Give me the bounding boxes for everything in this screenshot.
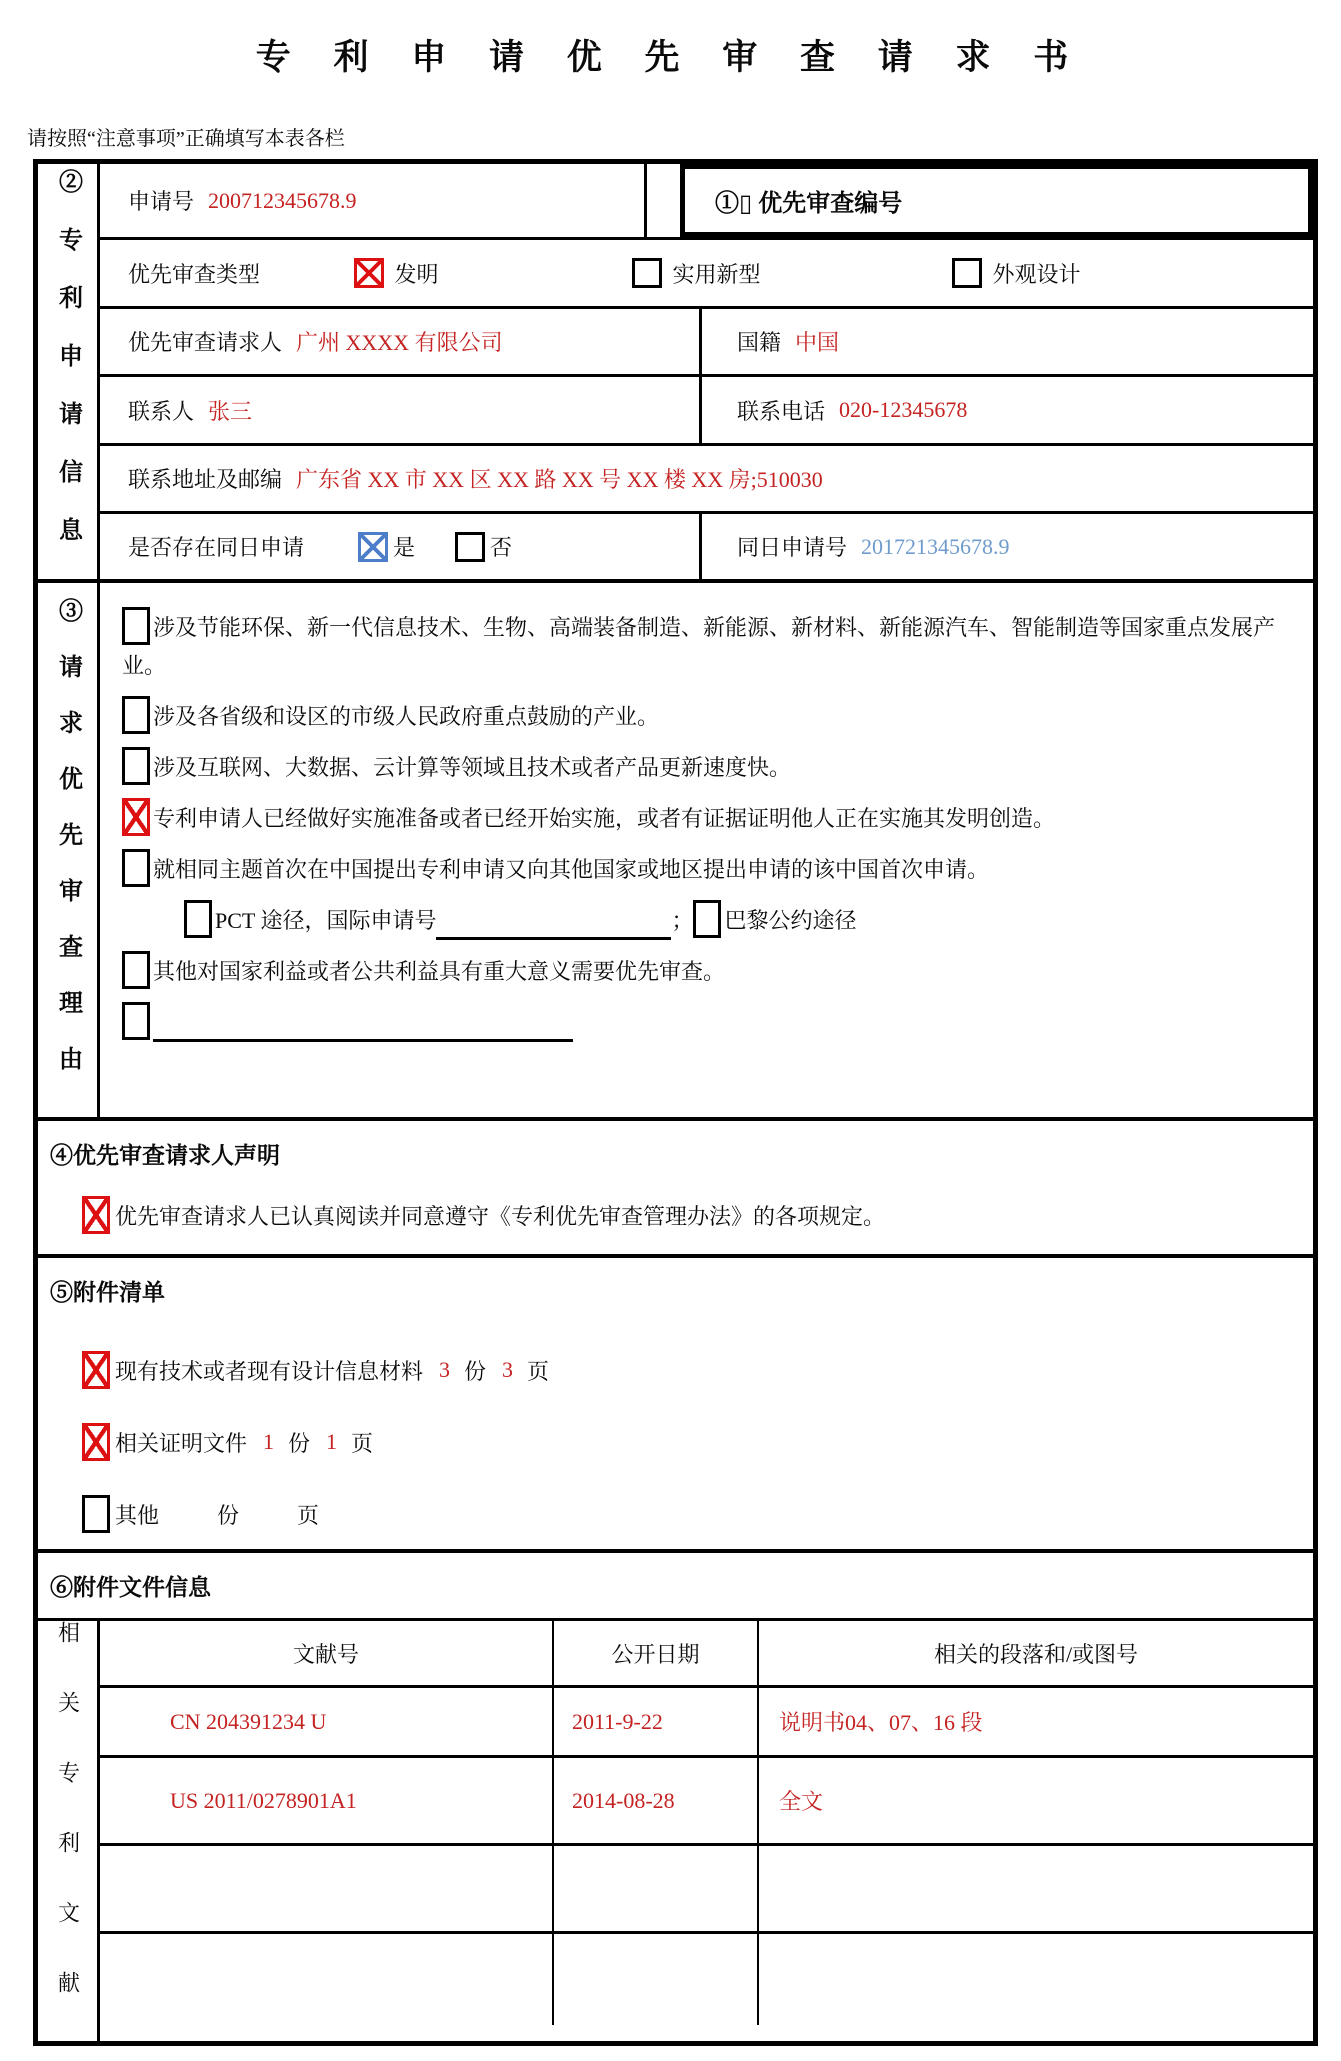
section-attachment-list [38,1254,1313,1549]
section-application-info [38,164,1313,579]
table-row [100,1685,1313,1755]
reason-item-pct-paris [184,900,1289,940]
prior-art-copies-value: 3 [439,1357,451,1382]
reason-text-internet-bigdata: 涉及互联网、大数据、云计算等领域且技术或者产品更新速度快。 [153,755,792,780]
reason-checkbox-first-filing-china[interactable] [122,849,150,887]
form-note: 请按照“注意事项”正确填写本表各栏 [27,128,345,150]
doc-number-cell: CN 204391234 U [100,1688,554,1755]
patent-form [33,159,1318,2046]
certificates-copies-unit: 份 [288,1430,311,1456]
table-row [100,1843,1313,1931]
reason-text-provincial-industries: 涉及各省级和设区的市级人民政府重点鼓励的产业。 [153,704,660,729]
address-value: 广东省 XX 市 XX 区 XX 路 XX 号 XX 楼 XX 房;510030 [296,467,823,492]
priority-exam-number-label: ①▯ 优先审查编号 [715,191,903,217]
section3-reason-list [100,583,1313,1117]
section3-side-label-column [38,583,100,1117]
other-attachment-pages-unit: 页 [297,1502,320,1528]
reason-item-implementation-ready [122,798,1289,838]
related-patent-header-row [100,1621,1313,1685]
reason-blank-line[interactable] [153,1013,573,1042]
other-attachment-checkbox[interactable] [82,1495,110,1533]
requester-value: 广州 XXXX 有限公司 [296,330,503,355]
same-day-number-value: 201721345678.9 [861,533,1010,559]
prior-art-pages-unit: 页 [527,1358,550,1384]
contact-cell [100,377,702,443]
prior-art-copies-unit: 份 [464,1358,487,1384]
same-day-number-cell [702,514,1313,579]
passages-cell [759,1934,1313,2025]
declaration-title: ④优先审查请求人声明 [50,1143,280,1168]
address-cell [100,446,1313,511]
attachment-item-certificates [82,1423,1313,1461]
section2-side-label-column [38,164,100,579]
exam-type-option-utility-model [632,258,952,289]
reason-text-key-industries: 涉及节能环保、新一代信息技术、生物、高端装备制造、新能源、新材料、新能源汽车、智能制造等国家重点发展产业。 [122,615,1276,678]
reason-text-other-national-interest: 其他对国家利益或者公共利益具有重大意义需要优先审查。 [153,959,726,984]
reason-item-provincial-industries [122,696,1289,736]
certificates-pages-unit: 页 [351,1430,374,1456]
section6-side-label: 相关专利文献 [55,1621,81,2041]
contact-value: 张三 [208,398,253,424]
same-day-no-label: 否 [490,535,513,560]
table-row [100,1931,1313,2025]
attachment-info-title: ⑥附件文件信息 [50,1575,211,1600]
certificates-pages-value: 1 [326,1429,338,1454]
passages-column-header: 相关的段落和/或图号 [933,1641,1139,1667]
prior-art-checkbox[interactable] [82,1351,110,1389]
same-day-label: 是否存在同日申请 [128,535,305,560]
application-number-value: 200712345678.9 [208,187,357,213]
passages-cell: 全文 [779,1789,824,1814]
application-number-label: 申请号 [128,189,195,214]
reason-checkbox-blank[interactable] [122,1002,150,1040]
exam-type-option-design [952,258,1081,289]
certificates-label: 相关证明文件 [115,1430,248,1456]
passages-cell: 说明书04、07、16 段 [779,1710,983,1735]
requester-row [100,306,1313,374]
reason-item-internet-bigdata [122,747,1289,787]
application-number-row [100,164,1313,237]
doc-number-column-header: 文献号 [100,1621,554,1685]
section6-side-label-column [38,1621,100,2041]
reason-item-key-industries [122,607,1289,685]
phone-cell [702,377,1313,443]
section-declaration [38,1117,1313,1254]
reason-item-other-national-interest [122,951,1289,991]
invention-label: 发明 [394,261,439,287]
address-label: 联系地址及邮编 [128,467,283,492]
reason-item-blank [122,1002,1289,1042]
pub-date-cell: 2014-08-28 [554,1758,759,1843]
attachment-list-title: ⑤附件清单 [50,1280,165,1305]
attachment-item-other [82,1495,1313,1533]
requester-label: 优先审查请求人 [128,330,283,355]
design-label: 外观设计 [992,261,1081,287]
section3-side-label: ③请求优先审查理由 [54,598,81,1102]
nationality-label: 国籍 [737,330,782,355]
certificates-checkbox[interactable] [82,1423,110,1461]
phone-label: 联系电话 [737,398,826,424]
design-checkbox[interactable] [952,258,982,288]
exam-type-option-invention [354,258,632,289]
requester-cell [100,309,702,374]
utility-model-label: 实用新型 [672,261,761,287]
other-attachment-copies-unit: 份 [217,1502,240,1528]
international-application-number-blank[interactable] [436,911,671,940]
contact-label: 联系人 [128,398,195,424]
declaration-checkbox[interactable] [82,1196,110,1234]
address-row [100,443,1313,511]
section-attachment-file-info [38,1549,1313,2041]
other-attachment-label: 其他 [115,1502,160,1528]
pub-date-cell [554,1934,759,2025]
contact-row [100,374,1313,443]
application-number-cell [100,164,647,237]
related-patent-grid [100,1621,1313,2041]
related-patent-table [38,1618,1313,2041]
pct-paris-separator: ； [671,908,694,933]
passages-cell [759,1846,1313,1931]
prior-art-label: 现有技术或者现有设计信息材料 [115,1358,424,1384]
certificates-copies-value: 1 [263,1429,275,1454]
doc-number-cell: US 2011/0278901A1 [100,1758,554,1843]
pub-date-cell: 2011-9-22 [554,1688,759,1755]
exam-type-cell [100,240,1313,306]
doc-number-cell [100,1934,554,2025]
reason-text-implementation-ready: 专利申请人已经做好实施准备或者已经开始实施，或者有证据证明他人正在实施其发明创造。 [153,806,1056,831]
prior-art-pages-value: 3 [502,1357,514,1382]
same-day-cell [100,514,702,579]
reason-checkbox-implementation-ready[interactable] [122,798,150,836]
same-day-no-checkbox[interactable] [455,532,485,562]
pub-date-column-header: 公开日期 [554,1621,759,1685]
nationality-value: 中国 [795,330,840,355]
reason-checkbox-other-national-interest[interactable] [122,951,150,989]
reason-item-first-filing-china [122,849,1289,889]
declaration-text: 优先审查请求人已认真阅读并同意遵守《专利优先审查管理办法》的各项规定。 [115,1204,886,1229]
section2-side-label: ②专利申请信息 [54,168,81,575]
priority-exam-number-box [680,164,1313,237]
doc-number-cell [100,1846,554,1931]
phone-value: 020-12345678 [839,397,968,422]
invention-checkbox[interactable] [354,258,384,288]
reason-checkbox-provincial-industries[interactable] [122,696,150,734]
attachment-item-prior-art [82,1351,1313,1389]
table-row [100,1755,1313,1843]
pct-route-label: PCT 途径，国际申请号 [215,908,437,933]
paris-convention-label: 巴黎公约途径 [724,908,857,933]
pub-date-cell [554,1846,759,1931]
exam-type-label: 优先审查类型 [128,261,261,287]
section-priority-reasons [38,579,1313,1117]
declaration-statement [82,1196,1313,1234]
paris-convention-checkbox[interactable] [693,900,721,938]
reason-checkbox-key-industries[interactable] [122,607,150,645]
same-day-yes-label: 是 [393,535,416,560]
reason-text-first-filing-china: 就相同主题首次在中国提出专利申请又向其他国家或地区提出申请的该中国首次申请。 [153,857,990,882]
exam-type-row [100,237,1313,306]
section2-rows [100,164,1313,579]
nationality-cell [702,309,1313,374]
pct-route-checkbox[interactable] [184,900,212,938]
page-title: 专 利 申 请 优 先 审 查 请 求 书 [255,38,1086,77]
same-day-row [100,511,1313,579]
reason-checkbox-internet-bigdata[interactable] [122,747,150,785]
same-day-yes-checkbox[interactable] [358,532,388,562]
same-day-number-label: 同日申请号 [737,535,848,560]
utility-model-checkbox[interactable] [632,258,662,288]
